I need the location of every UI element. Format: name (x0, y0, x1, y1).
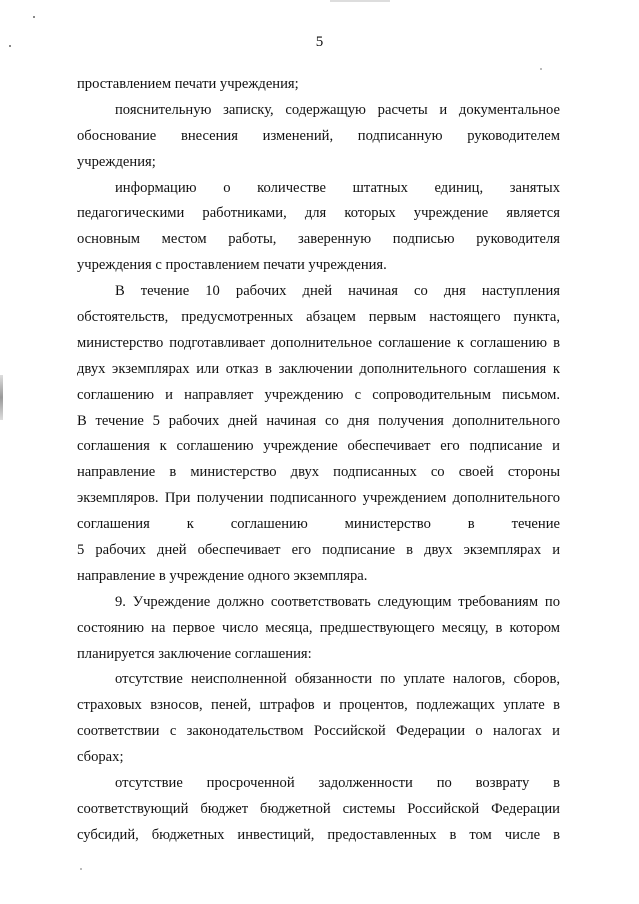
text-line: планируется заключение соглашения: (77, 645, 312, 662)
text-line: учреждения с проставлением печати учреждения. (77, 257, 387, 274)
text-line: 5 рабочих дней обеспечивает его подписание в двух экземплярах и (77, 542, 560, 559)
text-line: обоснование внесения изменений, подписанную руководителем (77, 127, 560, 144)
text-line: экземпляров. При получении подписанного учреждением дополнительного (77, 490, 560, 507)
scan-speck (540, 68, 542, 70)
text-line: соответствии с законодательством Российской Федерации о налогах и (77, 723, 560, 740)
text-line: страховых взносов, пеней, штрафов и процентов, подлежащих уплате в (77, 697, 560, 714)
text-line: соглашения к соглашению министерство в течение (77, 516, 560, 533)
text-line: отсутствие просроченной задолженности по возврату в (115, 775, 560, 792)
text-line: В течение 5 рабочих дней начиная со дня получения дополнительного (77, 412, 560, 429)
scan-speck (33, 16, 35, 18)
text-line: основным местом работы, заверенную подписью руководителя (77, 231, 560, 248)
text-line: отсутствие неисполненной обязанности по уплате налогов, сборов, (115, 671, 560, 688)
scan-speck (80, 868, 82, 870)
text-line: субсидий, бюджетных инвестиций, предоставленных в том числе в (77, 826, 560, 843)
scan-artifact (330, 0, 390, 2)
text-line: направление в учреждение одного экземпляра. (77, 567, 368, 584)
text-line: сборах; (77, 749, 124, 766)
text-line: педагогическими работниками, для которых учреждение является (77, 205, 560, 222)
text-line: учреждения; (77, 153, 156, 170)
text-line: соглашению и направляет учреждению с сопроводительным письмом. (77, 386, 560, 403)
text-line: В течение 10 рабочих дней начиная со дня наступления (115, 283, 560, 300)
text-line: пояснительную записку, содержащую расчеты и документальное (115, 101, 560, 118)
text-line: 9. Учреждение должно соответствовать следующим требованиям по (115, 593, 560, 610)
scan-edge-shadow (0, 375, 3, 420)
text-line: направление в министерство двух подписанных со своей стороны (77, 464, 560, 481)
document-body (77, 72, 560, 849)
text-line: министерство подготавливает дополнительное соглашение к соглашению в (77, 334, 560, 351)
text-line: состоянию на первое число месяца, предшествующего месяцу, в котором (77, 619, 560, 636)
text-line: соглашения к соглашению учреждение обеспечивает его подписание и (77, 438, 560, 455)
text-line: информацию о количестве штатных единиц, занятых (115, 179, 560, 196)
text-line: проставлением печати учреждения; (77, 76, 299, 92)
text-line: обстоятельств, предусмотренных абзацем первым настоящего пункта, (77, 309, 560, 326)
text-line: двух экземплярах или отказ в заключении дополнительного соглашения к (77, 360, 560, 377)
page-number: 5 (315, 34, 324, 50)
text-line: соответствующий бюджет бюджетной системы Российской Федерации (77, 800, 560, 817)
